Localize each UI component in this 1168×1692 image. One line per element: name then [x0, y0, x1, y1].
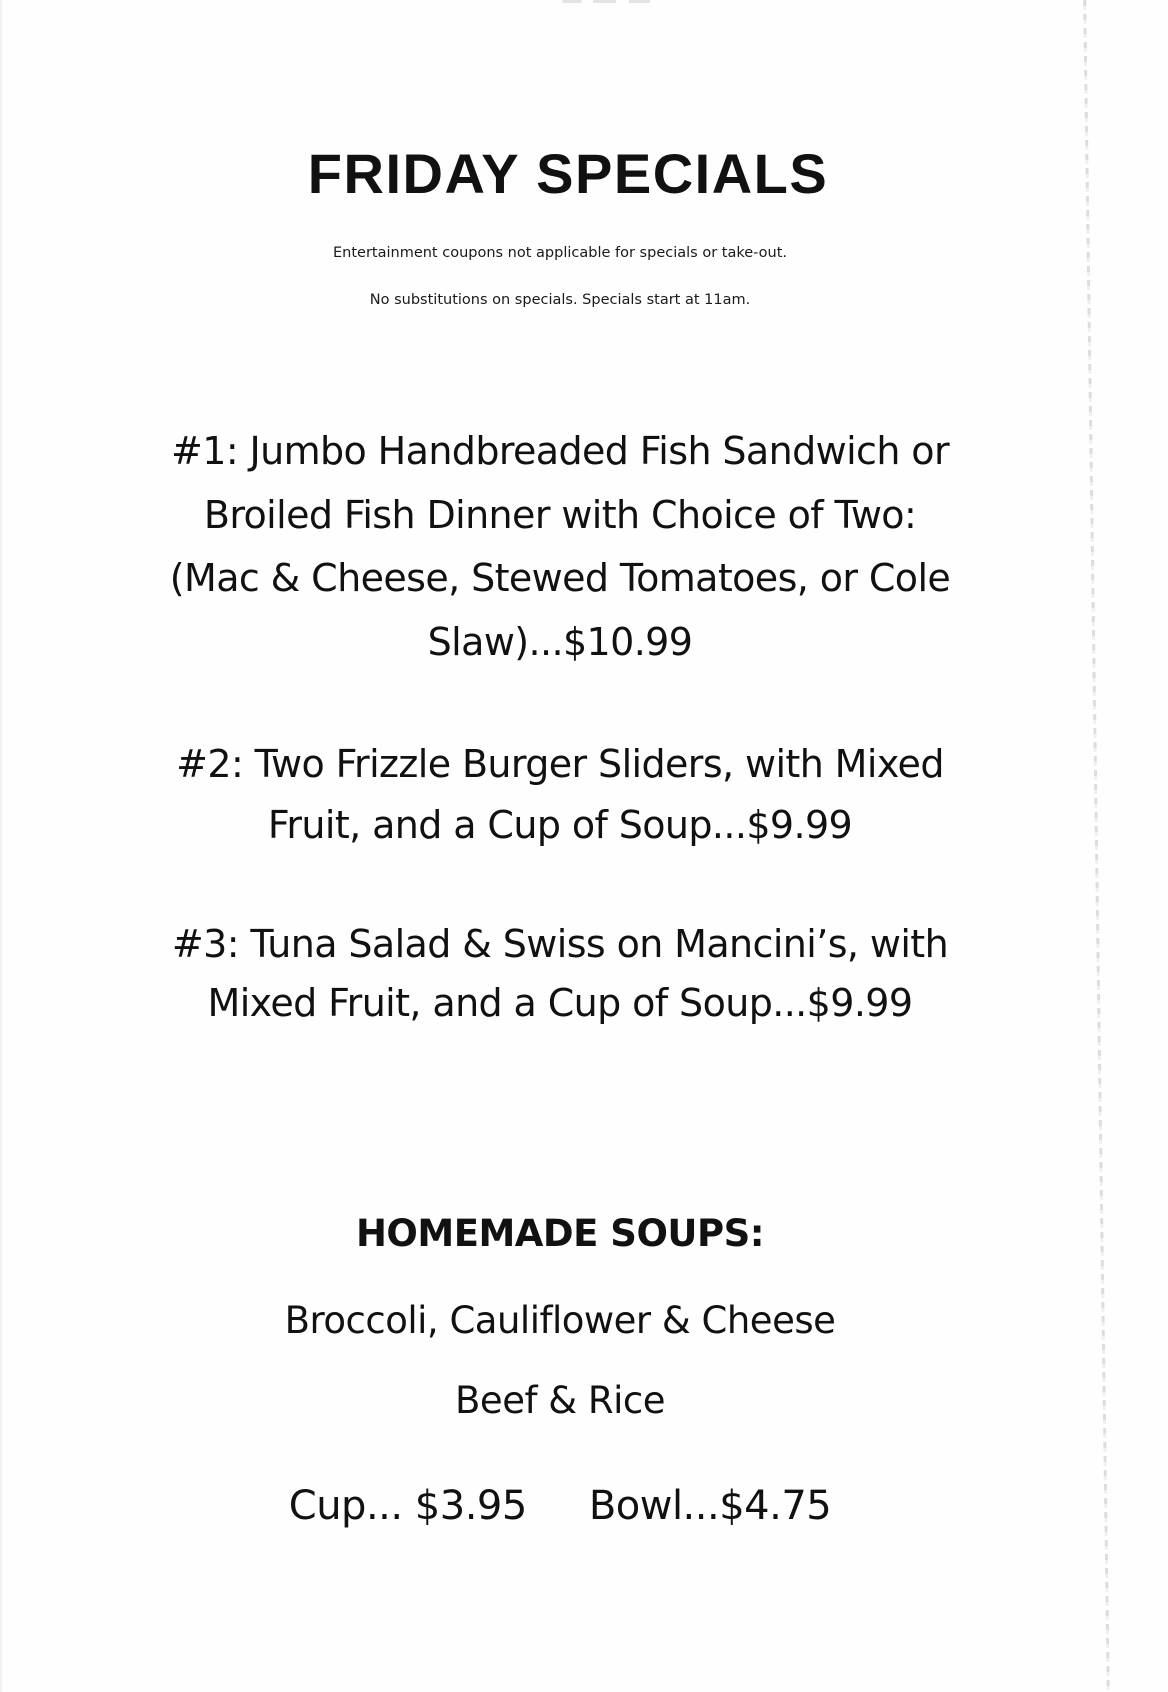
special-2-price-line: Fruit, and a Cup of Soup...$9.99	[267, 803, 853, 847]
soup-prices	[0, 1481, 1120, 1531]
special-1-line: #1: Jumbo Handbreaded Fish Sandwich or	[171, 429, 949, 473]
cup-price: Cup... $3.95	[288, 1483, 527, 1529]
soups-heading: HOMEMADE SOUPS:	[355, 1212, 765, 1255]
note-substitutions: No substitutions on specials. Specials start at 11am.	[369, 292, 751, 308]
special-1-price-line: Slaw)...$10.99	[427, 620, 693, 664]
special-1-line: Broiled Fish Dinner with Choice of Two:	[203, 493, 917, 537]
bowl-price: Bowl...$4.75	[588, 1483, 832, 1529]
scan-artifact-top	[555, 0, 650, 3]
soup-item: Broccoli, Cauliflower & Cheese	[284, 1299, 836, 1342]
special-3-line: #3: Tuna Salad & Swiss on Mancini’s, with	[171, 922, 949, 966]
soup-item: Beef & Rice	[455, 1379, 665, 1422]
note-coupons: Entertainment coupons not applicable for specials or take-out.	[332, 245, 787, 261]
special-1-line: (Mac & Cheese, Stewed Tomatoes, or Cole	[169, 556, 951, 600]
special-3-price-line: Mixed Fruit, and a Cup of Soup...$9.99	[207, 981, 913, 1025]
special-2-line: #2: Two Frizzle Burger Sliders, with Mixed	[176, 742, 944, 786]
page-title: FRIDAY SPECIALS	[307, 142, 829, 205]
